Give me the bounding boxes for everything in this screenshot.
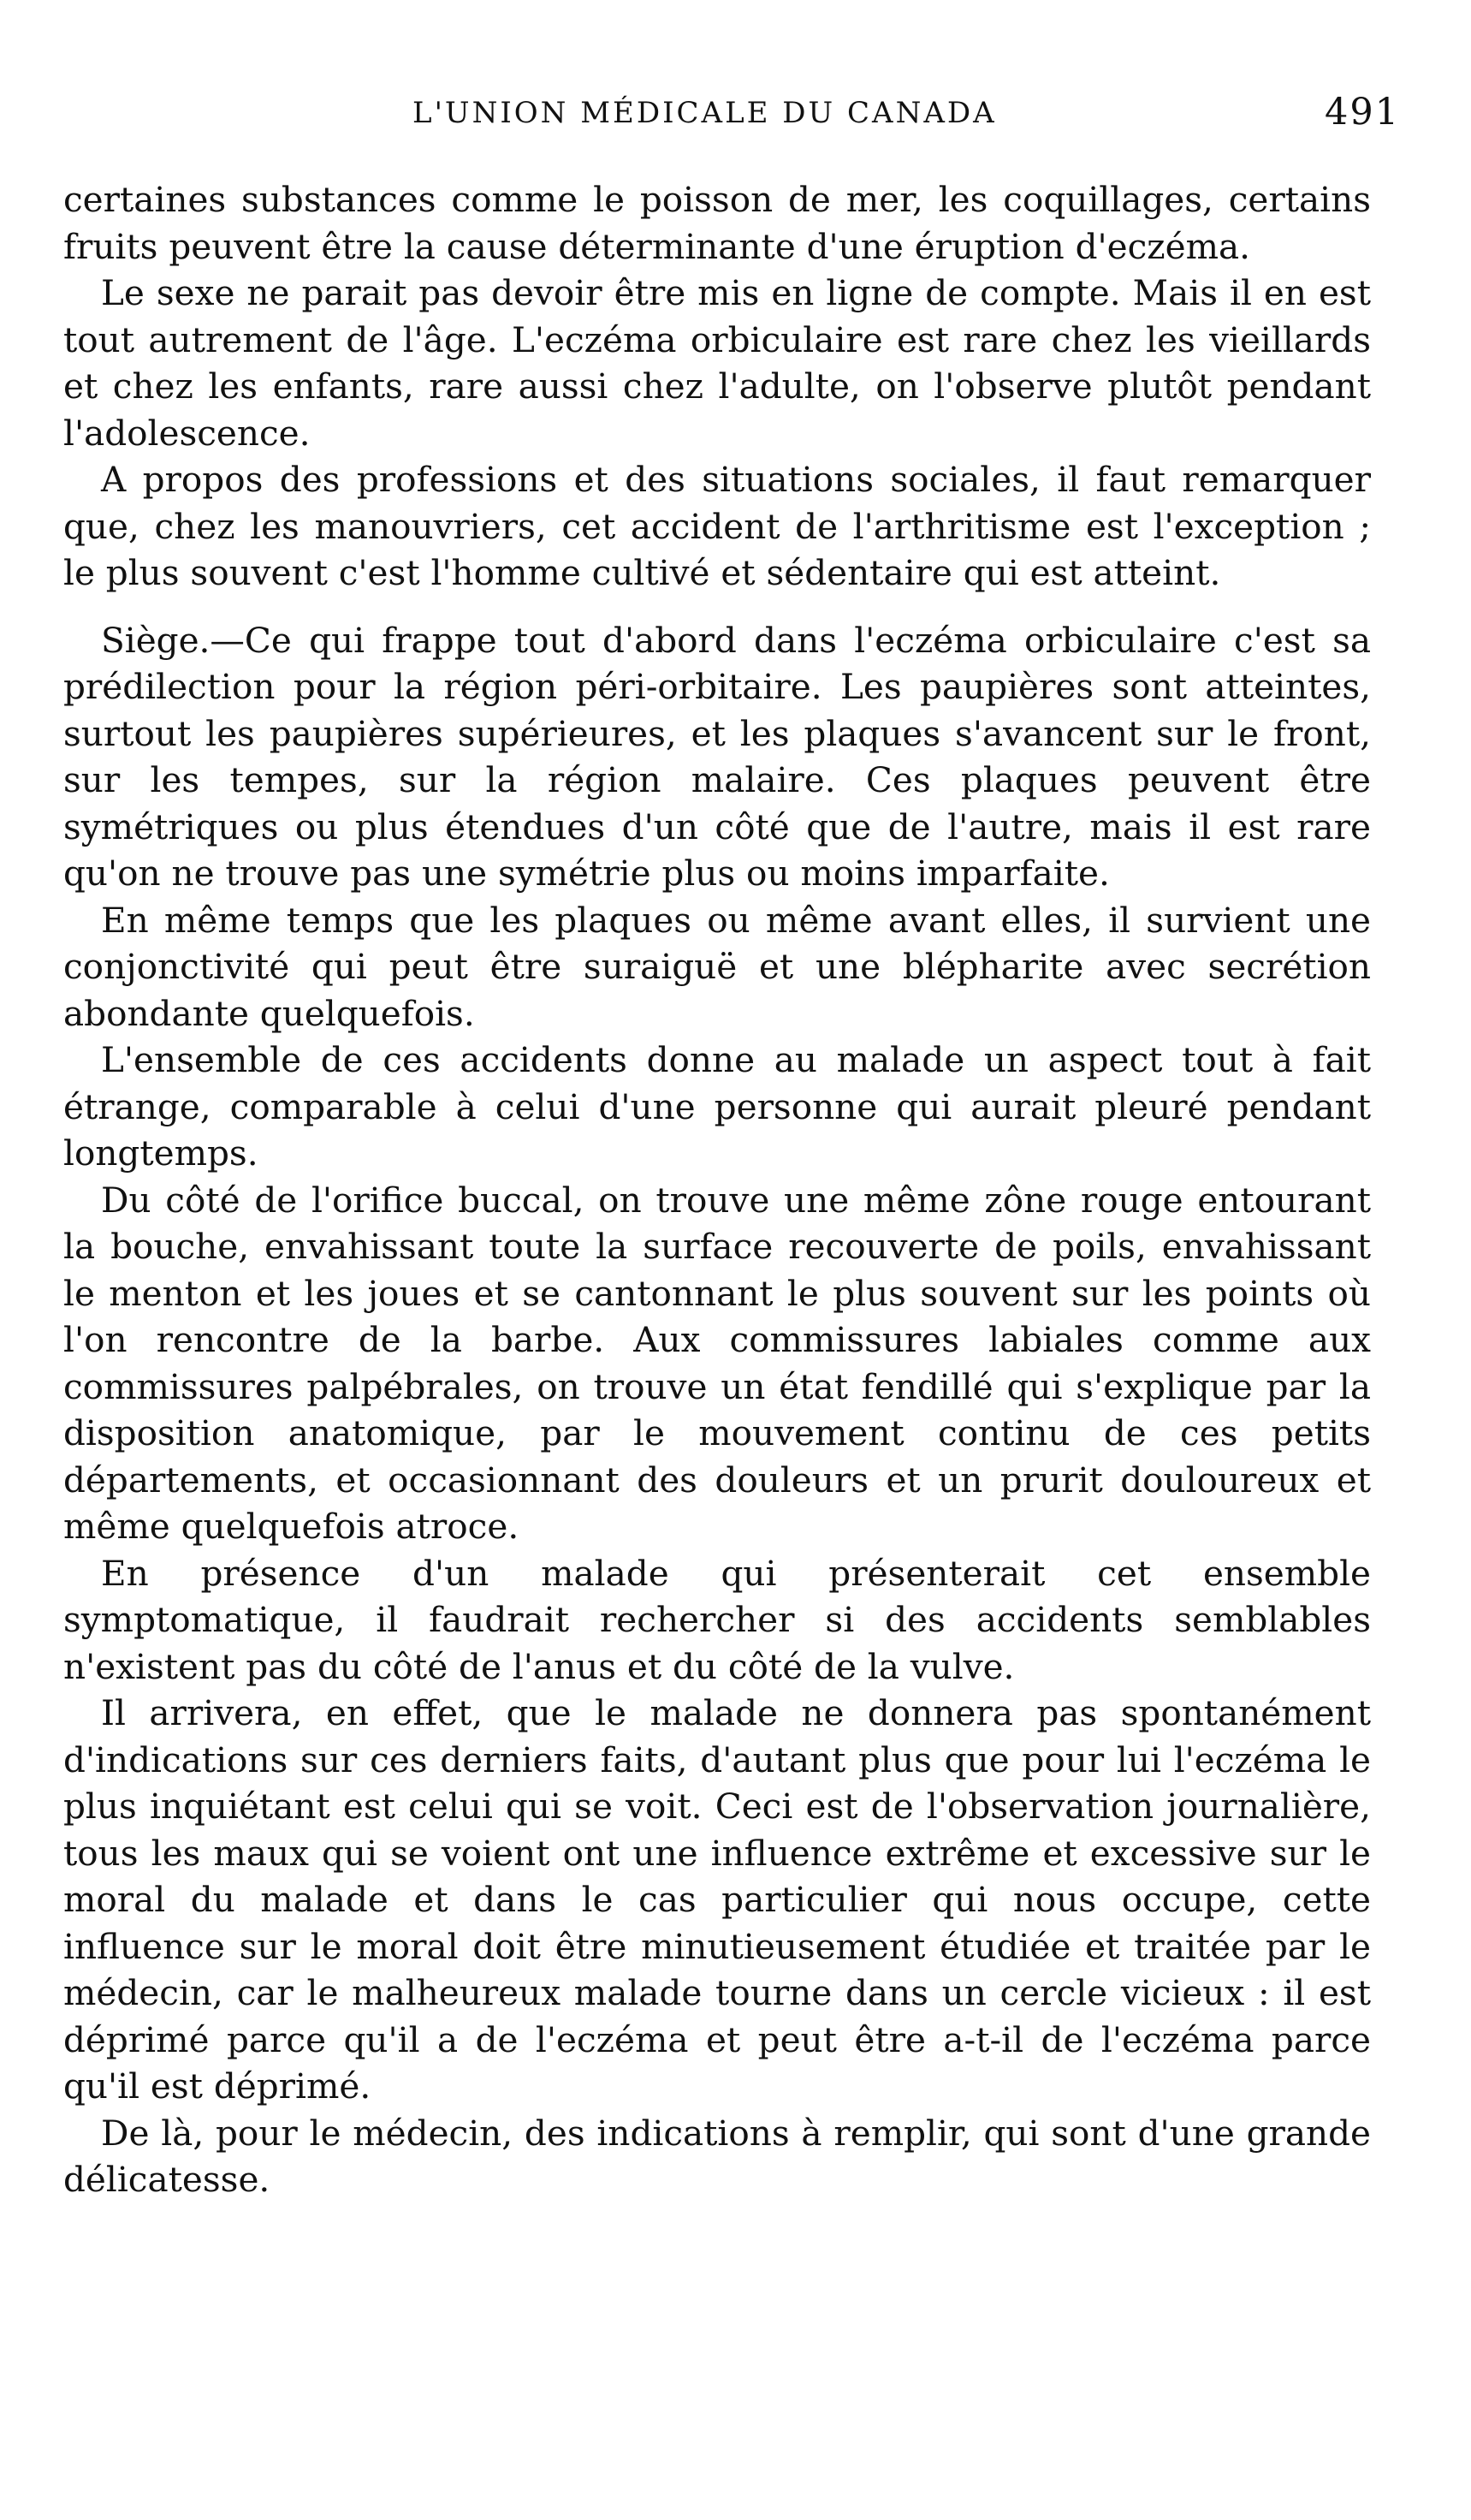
paragraph: Siège.—Ce qui frappe tout d'abord dans l'eczéma orbiculaire c'est sa prédilection pour la région péri-orbitaire. Les paupières sont atteintes, surtout les paupières supérieures, et les plaques s'avancent sur le front, sur les tempes, sur la région malaire. Ces plaques peuvent être symétriques ou plus étendues d'un côté que de l'autre, mais il est rare qu'on ne trouve pas une symétrie plus ou moins imparfaite. bbox=[63, 619, 1371, 894]
paragraph: En présence d'un malade qui présenterait cet ensemble symptomatique, il faudrait rechercher si des accidents semblables n'existent pas du côté de l'anus et du côté de la vulve. bbox=[63, 1552, 1371, 1687]
paragraph: L'ensemble de ces accidents donne au malade un aspect tout à fait étrange, comparable à celui d'une personne qui aurait pleuré pendant longtemps. bbox=[63, 1039, 1371, 1174]
paragraph: Il arrivera, en effet, que le malade ne donnera pas spontanément d'indications sur ces derniers faits, d'autant plus que pour lui l'eczéma le plus inquiétant est celui qui se voit. Ceci est de l'observation journalière, tous les maux qui se voient ont une influence extrême et excessive sur le moral du malade et dans le cas particulier qui nous occupe, cette influence sur le moral doit être minutieusement étudiée et traitée par le médecin, car le malheureux malade tourne dans un cercle vicieux : il est déprimé parce qu'il a de l'eczéma et peut être a-t-il de l'eczéma parce qu'il est déprimé. bbox=[63, 1692, 1371, 2107]
paragraph: En même temps que les plaques ou même avant elles, il survient une conjonctivité qui peut être suraiguë et une blépharite avec secrétion abondante quelquefois. bbox=[63, 899, 1371, 1034]
paragraph: A propos des professions et des situations sociales, il faut remarquer que, chez les manouvriers, cet accident de l'arthritisme est l'exception ; le plus souvent c'est l'homme cultivé et sédentaire qui est atteint. bbox=[63, 459, 1371, 593]
paragraph: De là, pour le médecin, des indications à remplir, qui sont d'une grande délicatesse. bbox=[63, 2112, 1371, 2200]
paragraph: certaines substances comme le poisson de mer, les coquillages, certains fruits peuvent être la cause déterminante d'une éruption d'eczéma. bbox=[63, 179, 1371, 267]
article-body bbox=[63, 176, 1371, 2203]
running-header bbox=[0, 91, 1471, 147]
page-number: 491 bbox=[1325, 91, 1401, 134]
running-title: L'UNION MÉDICALE DU CANADA bbox=[412, 96, 997, 130]
paragraph: Du côté de l'orifice buccal, on trouve une même zône rouge entourant la bouche, envahissant toute la surface recouverte de poils, envahissant le menton et les joues et se cantonnant le plus souvent sur les points où l'on rencontre de la barbe. Aux commissures labiales comme aux commissures palpébrales, on trouve un état fendillé qui s'explique par la disposition anatomique, par le mouvement continu de ces petits départements, et occasionnant des douleurs et un prurit douloureux et même quelquefois atroce. bbox=[63, 1179, 1371, 1547]
paragraph: Le sexe ne parait pas devoir être mis en ligne de compte. Mais il en est tout autrement de l'âge. L'eczéma orbiculaire est rare chez les vieillards et chez les enfants, rare aussi chez l'adulte, on l'observe plutôt pendant l'adolescence. bbox=[63, 272, 1371, 454]
